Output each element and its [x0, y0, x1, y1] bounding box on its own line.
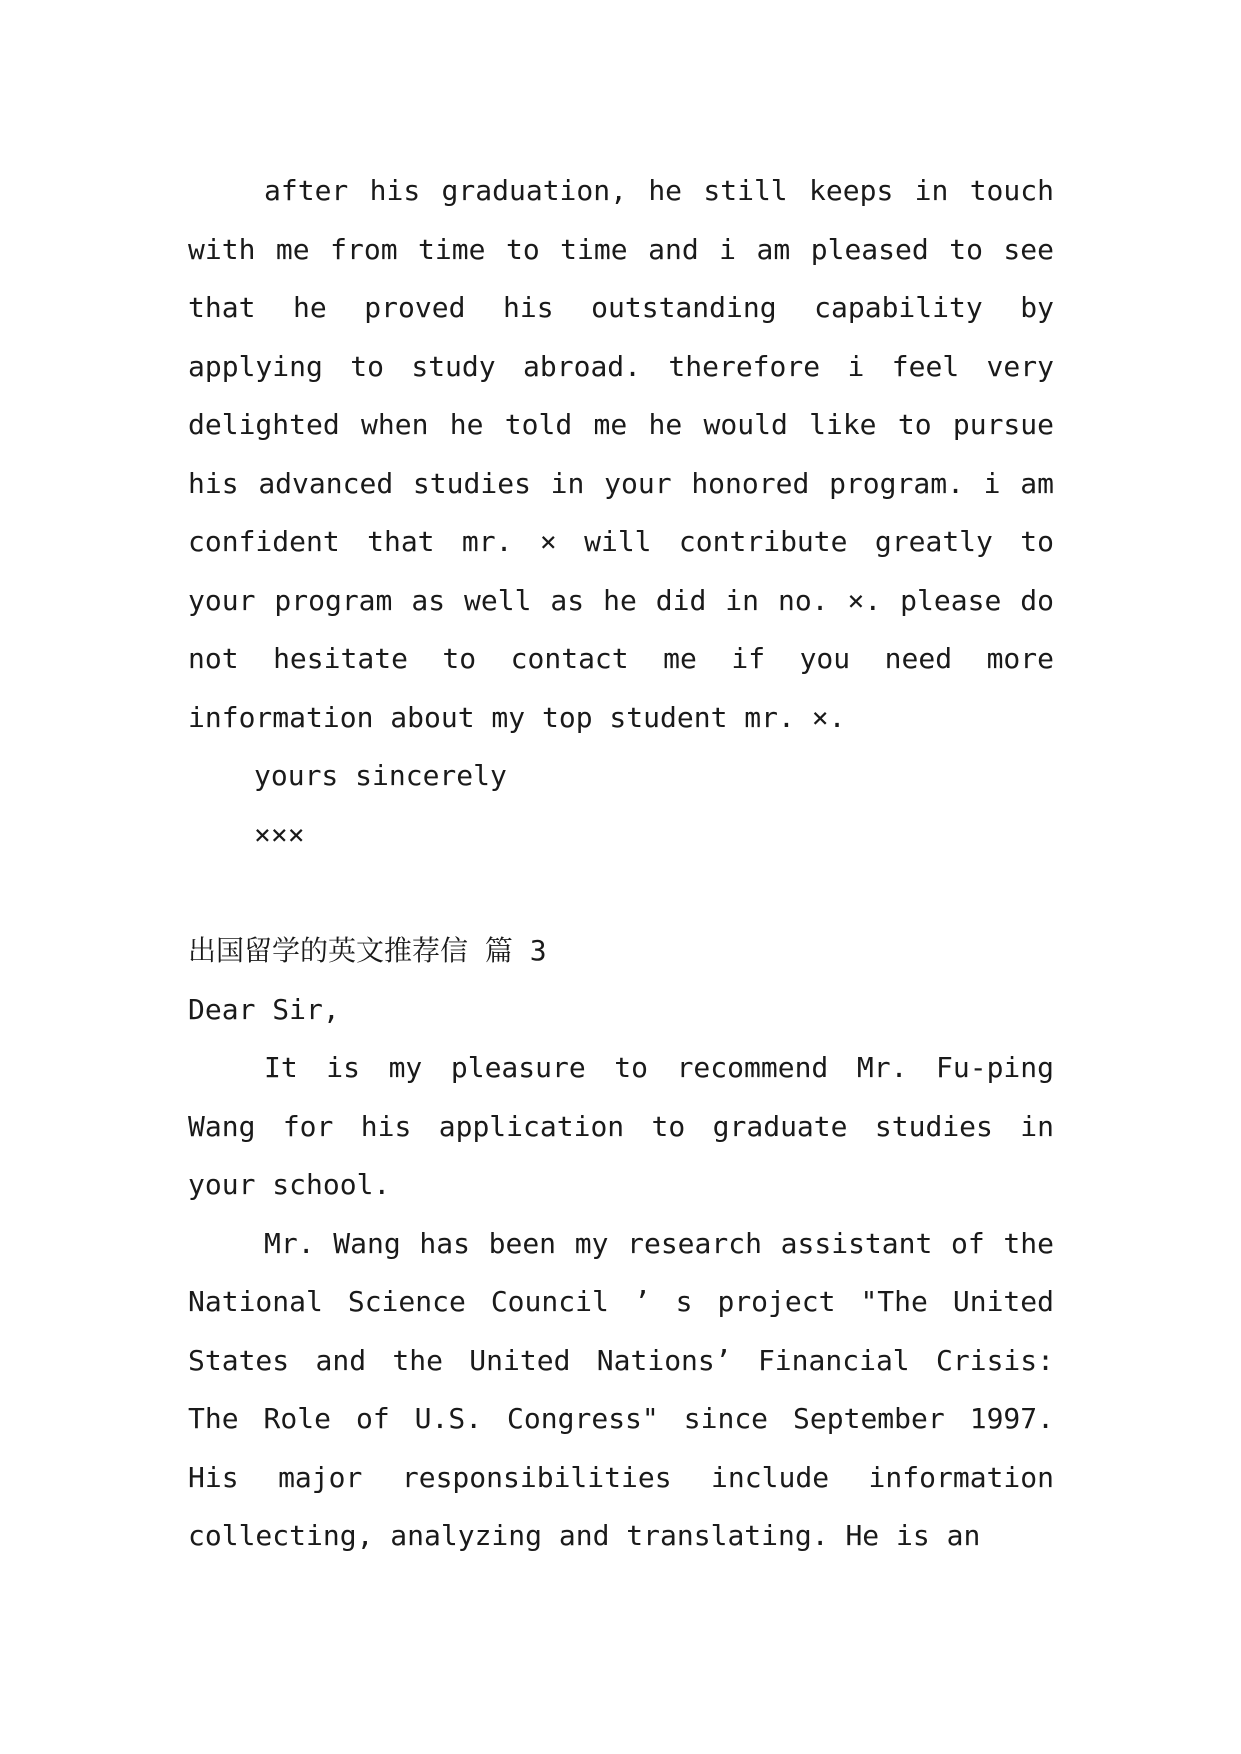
section-spacer — [188, 864, 1054, 922]
letter-paragraph-2: Mr. Wang has been my research assistant of the National Science Council ’ s project "The United States and the United Nations’ Financial Crisis: The Role of U.S. Congress" since September 1997. His major responsibilities include information collecting, analyzing and translating. He is an — [188, 1226, 1054, 1552]
letter-paragraph-1: It is my pleasure to recommend Mr. Fu-ping Wang for his application to graduate studies in your school. — [188, 1051, 1054, 1201]
section-heading: 出国留学的英文推荐信 篇 3 — [188, 934, 547, 967]
signature: ××× — [254, 817, 305, 851]
continuation-paragraph: after his graduation, he still keeps in touch with me from time to time and i am pleased to see that he proved his outstanding capability by applying to study abroad. therefore i feel very delighted when he told me he would like to pursue his advanced studies in your honored program. i am confident that mr. × will contribute greatly to your program as well as he did in no. ×. please do not hesitate to contact me if you need more information about my top student mr. ×. — [188, 174, 1054, 734]
salutation: Dear Sir, — [188, 992, 340, 1026]
closing: yours sincerely — [254, 759, 507, 792]
document-body — [188, 162, 1054, 1566]
